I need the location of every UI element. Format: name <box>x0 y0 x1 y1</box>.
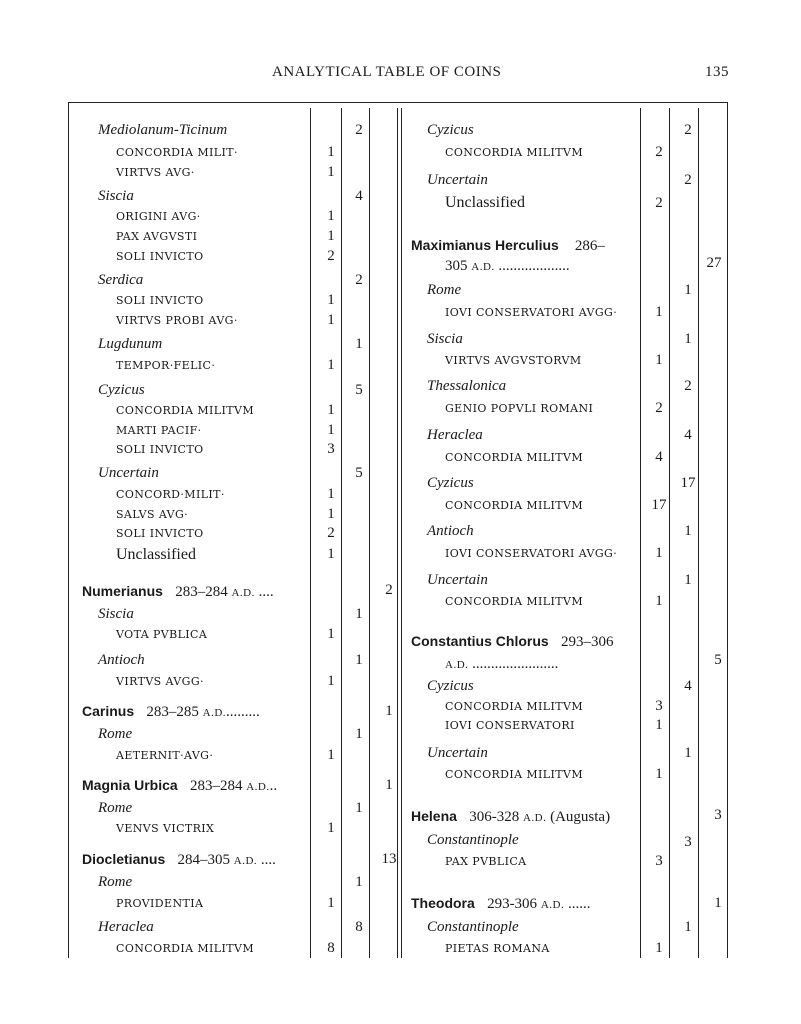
mint-count: 1 <box>355 652 363 668</box>
table-top-border <box>68 102 728 103</box>
mint-name: Serdica <box>98 272 144 288</box>
mint-name: Lugdunum <box>98 336 163 352</box>
mint-count: 1 <box>684 745 692 761</box>
mint-count: 2 <box>684 378 692 394</box>
emperor-name: Numerianus <box>82 583 163 599</box>
leader-dots: .... <box>258 584 274 600</box>
emperor-dates: 286– <box>574 238 605 254</box>
mint-name: Uncertain <box>427 172 488 188</box>
mint-name: Heraclea <box>98 919 154 935</box>
coin-legend: VIRTVS AVGVSTORVM <box>445 354 582 367</box>
coin-legend: VENVS VICTRIX <box>116 822 215 835</box>
coin-count: 2 <box>327 248 335 264</box>
mint-count: 2 <box>684 172 692 188</box>
coin-legend: PIETAS ROMANA <box>445 942 550 955</box>
table-left-border <box>68 102 69 958</box>
coin-count: 3 <box>655 853 663 869</box>
coin-legend: VIRTVS AVG· <box>116 166 195 179</box>
coin-legend: CONCORDIA MILITVM <box>116 404 254 417</box>
mint-name: Uncertain <box>98 465 159 481</box>
coin-legend: SOLI INVICTO <box>116 527 204 540</box>
coin-legend: PAX AVGVSTI <box>116 230 198 243</box>
coin-count: 1 <box>327 506 335 522</box>
coin-count: 1 <box>655 593 663 609</box>
mint-name: Rome <box>98 800 133 816</box>
mint-count: 1 <box>355 874 363 890</box>
emperor-heading <box>411 632 651 651</box>
coin-count: 2 <box>655 400 663 416</box>
leader-dots: .. <box>269 778 278 794</box>
coin-count: 1 <box>327 144 335 160</box>
mint-count: 17 <box>680 475 696 491</box>
emperor-count: 1 <box>714 895 722 911</box>
coin-legend: IOVI CONSERVATORI <box>445 719 575 732</box>
mint-name: Antioch <box>98 652 145 668</box>
coin-count: 2 <box>655 144 663 160</box>
emperor-count: 13 <box>381 851 397 867</box>
coin-count: 1 <box>327 208 335 224</box>
leader-dots: ................... <box>498 258 570 274</box>
emperor-count: 1 <box>385 703 393 719</box>
unclassified-label: Unclassified <box>445 194 525 211</box>
coin-legend: SOLI INVICTO <box>116 294 204 307</box>
emperor-name: Magnia Urbica <box>82 777 178 793</box>
coin-legend: CONCORDIA MILITVM <box>445 146 583 159</box>
mint-name: Mediolanum-Ticinum <box>98 122 228 138</box>
coin-count: 1 <box>655 304 663 320</box>
mint-name: Rome <box>98 726 133 742</box>
coin-legend: CONCORDIA MILITVM <box>445 768 583 781</box>
emperor-name: Diocletianus <box>82 851 166 867</box>
mint-count: 1 <box>355 726 363 742</box>
coin-legend: CONCORDIA MILITVM <box>445 451 583 464</box>
mint-count: 1 <box>355 336 363 352</box>
coin-legend: TEMPOR·FELIC· <box>116 359 216 372</box>
coin-count: 2 <box>327 525 335 541</box>
coin-count: 4 <box>655 449 663 465</box>
coin-legend: PROVIDENTIA <box>116 897 204 910</box>
mint-count: 8 <box>355 919 363 935</box>
era-label: A.D. <box>233 855 258 867</box>
coin-legend: SALVS AVG· <box>116 508 189 521</box>
mint-name: Siscia <box>98 606 134 622</box>
coin-count: 1 <box>327 546 335 562</box>
coin-legend: CONCORDIA MILITVM <box>116 942 254 955</box>
coin-count: 1 <box>327 486 335 502</box>
emperor-note: (Augusta) <box>550 809 611 825</box>
emperor-name: Theodora <box>411 895 475 911</box>
emperor-dates: 293-306 <box>487 896 538 912</box>
leader-dots: ...... <box>567 896 591 912</box>
coin-legend: PAX PVBLICA <box>445 855 527 868</box>
emperor-dates: 306-328 <box>469 809 520 825</box>
leader-dots: ....................... <box>472 656 559 672</box>
coin-count: 17 <box>651 497 667 513</box>
mint-name: Cyzicus <box>427 122 474 138</box>
era-label: A.D. <box>246 781 270 793</box>
emperor-count: 1 <box>385 777 393 793</box>
coin-legend: CONCORD·MILIT· <box>116 488 225 501</box>
mint-count: 2 <box>684 122 692 138</box>
mint-count: 1 <box>355 800 363 816</box>
emperor-dates: 305 <box>445 258 468 274</box>
era-label: A.D. <box>471 261 495 273</box>
coin-count: 1 <box>327 422 335 438</box>
coin-count: 8 <box>327 940 335 956</box>
coin-count: 1 <box>655 352 663 368</box>
era-label: A.D. <box>445 659 469 671</box>
mint-name: Constantinople <box>427 832 519 848</box>
mint-name: Rome <box>427 282 462 298</box>
mint-name: Cyzicus <box>427 678 474 694</box>
mint-name: Siscia <box>427 331 463 347</box>
emperor-heading <box>82 850 412 869</box>
coin-count: 1 <box>327 402 335 418</box>
mint-name: Antioch <box>427 523 474 539</box>
mint-name: Cyzicus <box>427 475 474 491</box>
column-rule <box>698 108 699 958</box>
coin-legend: GENIO POPVLI ROMANI <box>445 402 594 415</box>
era-label: A.D. <box>231 587 255 599</box>
mint-count: 3 <box>684 834 692 850</box>
coin-legend: VIRTVS PROBI AVG· <box>116 314 238 327</box>
coin-count: 1 <box>327 820 335 836</box>
column-rule <box>669 108 670 958</box>
coin-legend: ORIGINI AVG· <box>116 210 201 223</box>
emperor-dates: 283–284 <box>175 584 228 600</box>
mint-name: Rome <box>98 874 133 890</box>
coin-legend: SOLI INVICTO <box>116 250 204 263</box>
page-number: 135 <box>705 64 729 80</box>
coin-count: 2 <box>655 195 663 211</box>
coin-count: 1 <box>327 312 335 328</box>
emperor-count: 3 <box>714 807 722 823</box>
mint-count: 1 <box>355 606 363 622</box>
mint-count: 4 <box>684 678 692 694</box>
emperor-dates: 293–306 <box>560 634 614 650</box>
coin-count: 1 <box>327 673 335 689</box>
mint-count: 4 <box>355 188 363 204</box>
mint-name: Uncertain <box>427 745 488 761</box>
mint-name: Thessalonica <box>427 378 507 394</box>
leader-dots: .... <box>260 852 276 868</box>
era-label: A.D. <box>202 707 227 719</box>
mint-count: 1 <box>684 523 692 539</box>
coin-count: 1 <box>327 626 335 642</box>
coin-count: 1 <box>327 895 335 911</box>
coin-count: 1 <box>655 717 663 733</box>
coin-legend: SOLI INVICTO <box>116 443 204 456</box>
emperor-dates: 283–285 <box>146 704 199 720</box>
emperor-heading <box>411 236 651 255</box>
era-label: A.D. <box>522 812 547 824</box>
mint-name: Uncertain <box>427 572 488 588</box>
emperor-heading <box>411 894 651 913</box>
emperor-heading <box>82 582 412 601</box>
coin-count: 1 <box>655 545 663 561</box>
coin-count: 1 <box>655 766 663 782</box>
emperor-name: Maximianus Herculius <box>411 237 559 253</box>
emperor-heading <box>411 807 651 826</box>
mint-count: 5 <box>355 382 363 398</box>
emperor-heading <box>82 776 412 795</box>
mint-name: Heraclea <box>427 427 483 443</box>
coin-count: 1 <box>327 164 335 180</box>
emperor-dates: 283–284 <box>189 778 243 794</box>
mint-name: Siscia <box>98 188 134 204</box>
coin-legend: IOVI CONSERVATORI AVGG· <box>445 547 618 560</box>
coin-count: 1 <box>327 228 335 244</box>
emperor-dates: 284–305 <box>177 852 231 868</box>
emperor-name: Carinus <box>82 703 135 719</box>
emperor-count: 27 <box>706 255 722 271</box>
coin-legend: CONCORDIA MILITVM <box>445 595 583 608</box>
table-right-border <box>727 102 728 958</box>
mint-name: Cyzicus <box>98 382 145 398</box>
emperor-name: Constantius Chlorus <box>411 633 549 649</box>
era-label: A.D. <box>540 899 565 911</box>
mint-name: Constantinople <box>427 919 519 935</box>
mint-count: 2 <box>355 122 363 138</box>
coin-count: 1 <box>327 747 335 763</box>
coin-count: 1 <box>327 357 335 373</box>
coin-legend: AETERNIT·AVG· <box>116 749 214 762</box>
coin-count: 3 <box>655 698 663 714</box>
unclassified-label: Unclassified <box>116 546 196 563</box>
coin-count: 1 <box>655 940 663 956</box>
emperor-name: Helena <box>411 808 457 824</box>
coin-legend: VOTA PVBLICA <box>116 628 208 641</box>
mint-count: 1 <box>684 331 692 347</box>
coin-legend: CONCORDIA MILIT· <box>116 146 238 159</box>
emperor-heading <box>82 702 412 721</box>
coin-legend: CONCORDIA MILITVM <box>445 700 583 713</box>
mint-count: 1 <box>684 919 692 935</box>
mint-count: 2 <box>355 272 363 288</box>
coin-table <box>68 102 728 962</box>
emperor-count: 5 <box>714 652 722 668</box>
coin-legend: VIRTVS AVGG· <box>116 675 204 688</box>
coin-legend: MARTI PACIF· <box>116 424 202 437</box>
coin-count: 1 <box>327 292 335 308</box>
mint-count: 5 <box>355 465 363 481</box>
coin-legend: IOVI CONSERVATORI AVGG· <box>445 306 618 319</box>
coin-count: 3 <box>327 441 335 457</box>
coin-legend: CONCORDIA MILITVM <box>445 499 583 512</box>
page-title: ANALYTICAL TABLE OF COINS <box>272 64 502 80</box>
emperor-count: 2 <box>385 582 393 598</box>
mint-count: 1 <box>684 282 692 298</box>
leader-dots: ......... <box>226 704 260 720</box>
mint-count: 4 <box>684 427 692 443</box>
mint-count: 1 <box>684 572 692 588</box>
